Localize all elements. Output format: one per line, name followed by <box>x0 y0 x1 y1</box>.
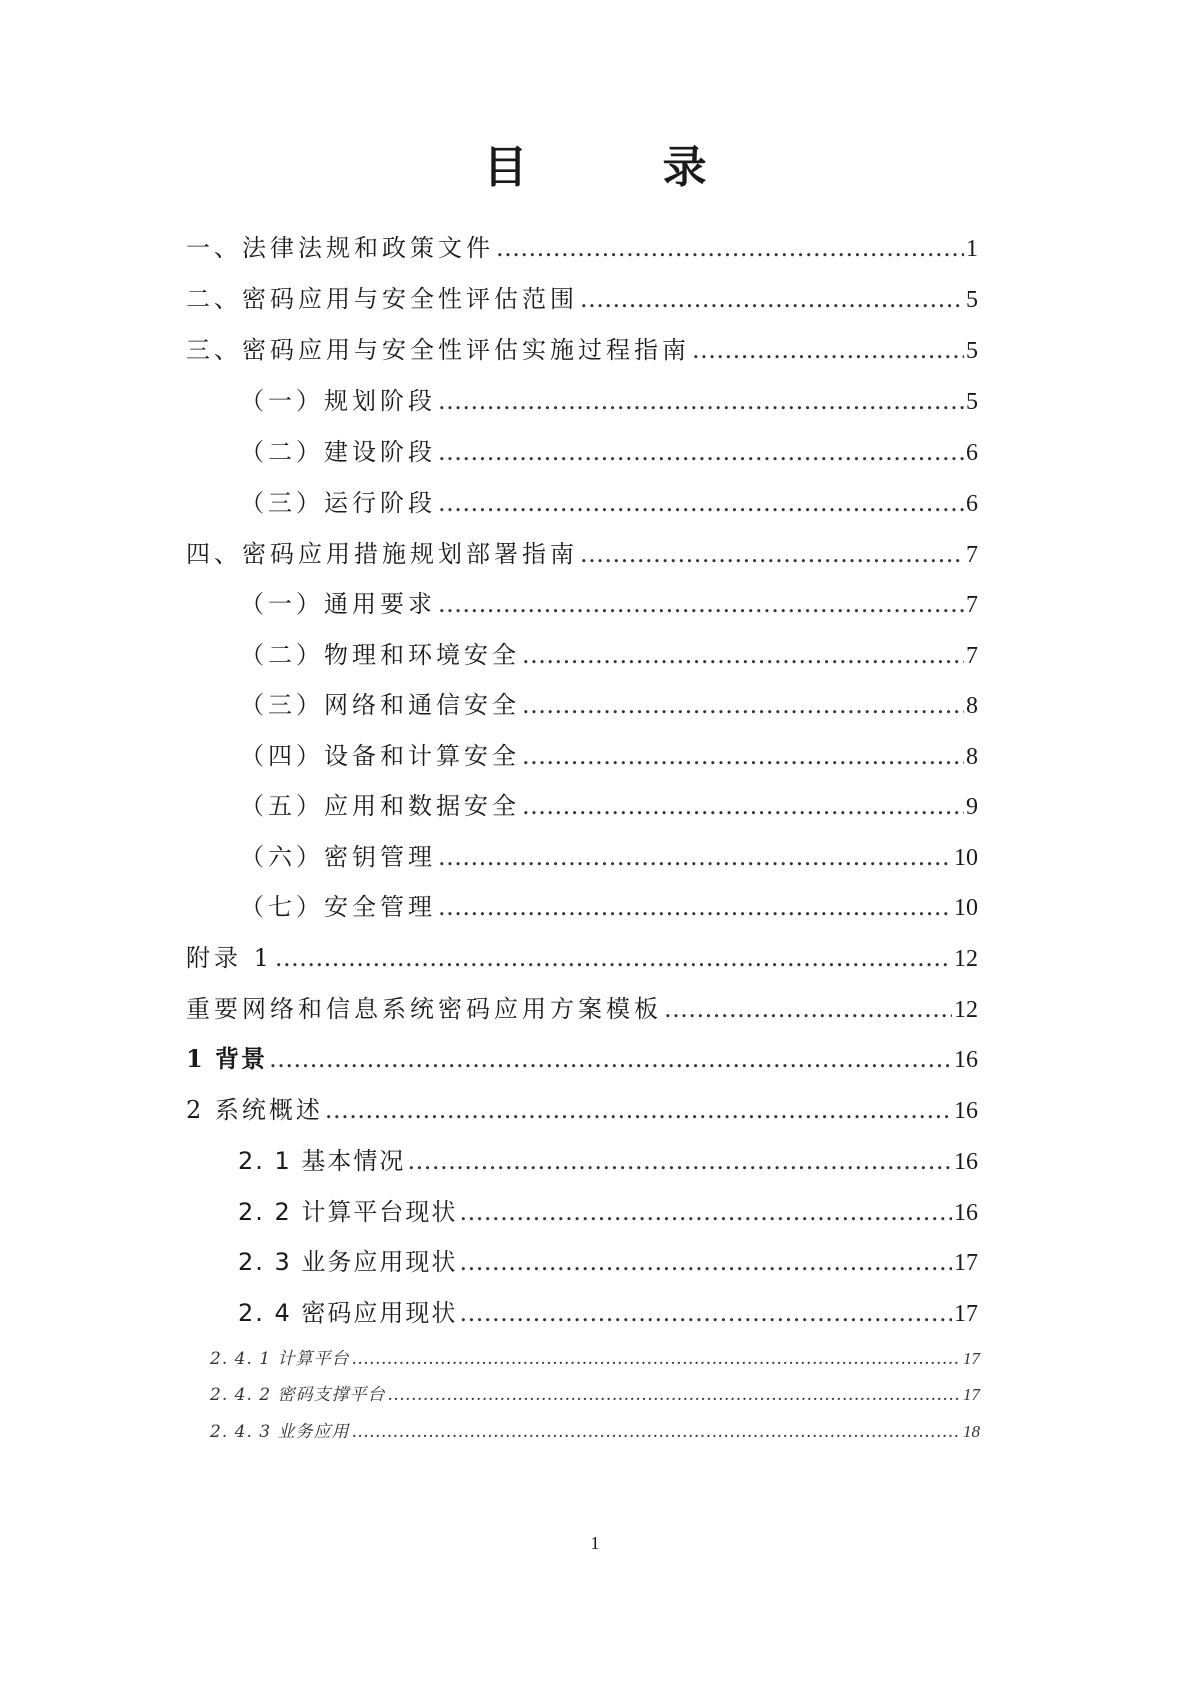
toc-entry[interactable] <box>238 1293 978 1333</box>
toc-entry[interactable] <box>240 483 978 523</box>
toc-leader <box>407 1141 952 1181</box>
toc-entry-page: 12 <box>954 997 978 1023</box>
toc-leader <box>522 635 964 675</box>
toc-entry-page: 17 <box>954 1250 978 1276</box>
toc-entry-title: （一）通用要求 <box>240 590 436 618</box>
toc-entry-page: 16 <box>954 1098 978 1124</box>
toc-entry-title: 2. 3 业务应用现状 <box>238 1248 458 1276</box>
toc-entry-title: （三）网络和通信安全 <box>240 691 520 719</box>
toc-leader <box>269 1039 952 1079</box>
toc-entry-page: 6 <box>966 491 978 517</box>
toc-entry-page: 10 <box>954 895 978 921</box>
toc-entry-page: 17 <box>963 1349 980 1368</box>
toc-entry-page: 17 <box>954 1301 978 1327</box>
toc-entry[interactable] <box>186 228 978 268</box>
toc-entry-title: 一、法律法规和政策文件 <box>186 234 494 262</box>
toc-leader <box>438 837 952 877</box>
toc-entry-title: 2. 2 计算平台现状 <box>238 1198 458 1226</box>
toc-entry[interactable] <box>186 989 978 1029</box>
toc-entry[interactable] <box>240 736 978 776</box>
toc-entry[interactable] <box>240 887 978 927</box>
toc-entry-page: 7 <box>966 542 978 568</box>
toc-entry[interactable] <box>210 1345 980 1373</box>
toc-entry[interactable] <box>240 432 978 472</box>
toc-entry[interactable] <box>240 635 978 675</box>
toc-entry-page: 16 <box>954 1200 978 1226</box>
toc-entry-page: 18 <box>963 1422 980 1441</box>
toc-entry-page: 1 <box>966 236 978 262</box>
toc-entry-title: （六）密钥管理 <box>240 843 436 871</box>
toc-entry[interactable] <box>186 1090 978 1130</box>
toc-entry-page: 16 <box>954 1149 978 1175</box>
toc-leader <box>438 483 964 523</box>
toc-leader <box>692 330 964 370</box>
toc-entry-page: 6 <box>966 440 978 466</box>
toc-entry-page: 10 <box>954 845 978 871</box>
toc-leader <box>459 1192 952 1232</box>
toc-entry-page: 9 <box>966 794 978 820</box>
toc-entry[interactable] <box>238 1192 978 1232</box>
toc-entry-title: （三）运行阶段 <box>240 489 436 517</box>
toc-entry[interactable] <box>240 685 978 725</box>
toc-entry-page: 16 <box>954 1047 978 1073</box>
toc-entry-title: 2 系统概述 <box>186 1096 323 1124</box>
toc-entry-page: 8 <box>966 693 978 719</box>
toc-entry-page: 8 <box>966 744 978 770</box>
toc-entry[interactable] <box>186 330 978 370</box>
toc-leader <box>522 685 964 725</box>
toc-entry-title: 重要网络和信息系统密码应用方案模板 <box>186 995 662 1023</box>
toc-entry-title: （五）应用和数据安全 <box>240 792 520 820</box>
toc-entry-page: 5 <box>966 338 978 364</box>
toc-entry[interactable] <box>186 534 978 574</box>
toc-leader <box>438 887 952 927</box>
toc-entry[interactable] <box>238 1141 978 1181</box>
toc-leader <box>438 432 964 472</box>
toc-entry-page: 5 <box>966 287 978 313</box>
toc-leader <box>438 381 964 421</box>
toc-entry-title: 1 背景 <box>186 1044 268 1073</box>
toc-entry-title: （二）建设阶段 <box>240 438 436 466</box>
toc-leader <box>664 989 952 1029</box>
toc-entry[interactable] <box>186 1039 978 1079</box>
toc-leader <box>351 1418 961 1446</box>
toc-entry-title: 2. 1 基本情况 <box>238 1147 406 1175</box>
toc-entry-title: （七）安全管理 <box>240 893 436 921</box>
toc-entry-page: 12 <box>954 946 978 972</box>
toc-entry[interactable] <box>210 1381 980 1409</box>
toc-leader <box>387 1381 961 1409</box>
toc-entry-page: 5 <box>966 389 978 415</box>
toc-leader <box>580 534 964 574</box>
toc-entry[interactable] <box>186 938 978 978</box>
toc-entry-page: 7 <box>966 592 978 618</box>
toc-entry-title: 2. 4 密码应用现状 <box>238 1299 458 1327</box>
toc-entry[interactable] <box>240 381 978 421</box>
toc-leader <box>580 279 964 319</box>
toc-leader <box>438 584 964 624</box>
toc-entry-title: 三、密码应用与安全性评估实施过程指南 <box>186 336 690 364</box>
toc-entry-title: 2. 4. 3 业务应用 <box>210 1422 350 1442</box>
toc-entry-title: （二）物理和环境安全 <box>240 641 520 669</box>
toc-leader <box>325 1090 952 1130</box>
toc-entry-title: （一）规划阶段 <box>240 387 436 415</box>
toc-entry[interactable] <box>210 1418 980 1446</box>
toc-entry[interactable] <box>238 1242 978 1282</box>
toc-entry-title: 2. 4. 1 计算平台 <box>210 1349 350 1369</box>
toc-entry[interactable] <box>240 786 978 826</box>
toc-entry[interactable] <box>240 837 978 877</box>
toc-leader <box>522 786 964 826</box>
toc-leader <box>459 1242 952 1282</box>
page-title: 目 录 <box>483 142 767 193</box>
page-number: 1 <box>590 1533 600 1553</box>
toc-entry-title: 附录 1 <box>186 944 273 972</box>
toc-entry-title: 2. 4. 2 密码支撑平台 <box>210 1385 386 1405</box>
toc-entry-title: 四、密码应用措施规划部署指南 <box>186 540 578 568</box>
toc-entry[interactable] <box>186 279 978 319</box>
toc-leader <box>351 1345 961 1373</box>
toc-leader <box>459 1293 952 1333</box>
toc-leader <box>522 736 964 776</box>
toc-entry-page: 17 <box>963 1385 980 1404</box>
toc-entry[interactable] <box>240 584 978 624</box>
toc-leader <box>496 228 964 268</box>
toc-leader <box>275 938 952 978</box>
toc-entry-title: （四）设备和计算安全 <box>240 742 520 770</box>
toc-entry-page: 7 <box>966 643 978 669</box>
toc-entry-title: 二、密码应用与安全性评估范围 <box>186 285 578 313</box>
